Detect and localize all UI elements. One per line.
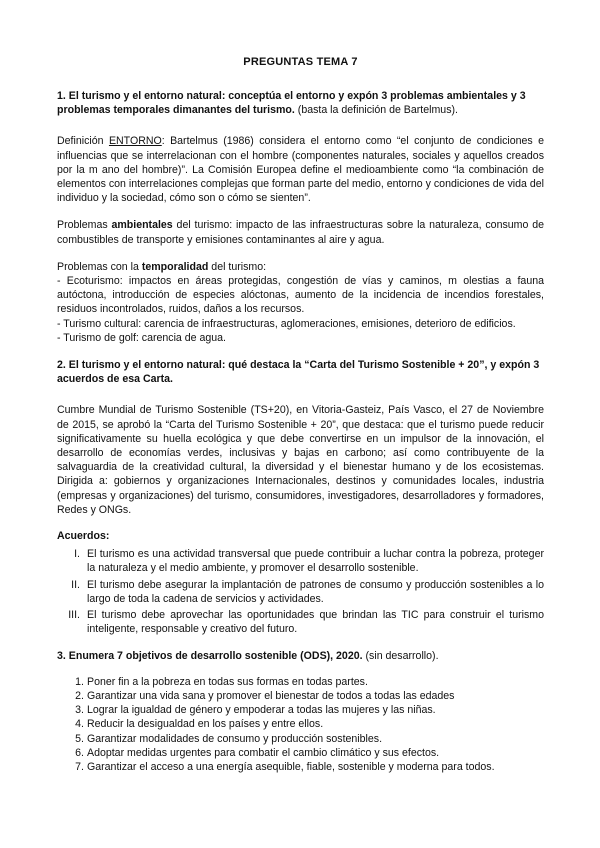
acuerdos-label: Acuerdos:: [57, 530, 110, 543]
temporal-problems-intro: [57, 260, 544, 274]
list-item: [57, 746, 544, 760]
temporal-item-cultural: - Turismo cultural: carencia de infraestructuras, aglomeraciones, emisiones, deterioro de edificios.: [57, 317, 516, 330]
list-item-number: III.: [68, 609, 80, 622]
list-item: [57, 675, 544, 689]
question-2-text: 2. El turismo y el entorno natural: qué destaca la “Carta del Turismo Sostenible + 20”, y expón 3 acuerdos de esa Carta.: [57, 359, 540, 386]
carta-description: Cumbre Mundial de Turismo Sostenible (TS+20), en Vitoria-Gasteiz, País Vasco, el 27 de Noviembre de 2015, se aprobó la “Carta del Turismo Sostenible + 20”, que destaca: que el turismo puede reducir significativamente su huella ecológica y que debe convertirse en un impulsor de la innovación, el desarrollo de economías verdes, inclusivas y bajas en carbono; así como contribuyente de la salvaguardia de la creatividad cultural, la diversidad y el bienestar humano y de los ecosistemas. Dirigida a: gobiernos y organizaciones Internacionales, destinos y comunidades locales, industria (empresas y organizaciones) del turismo, consumidores, investigadores, desarrolladores y formadores, Redes y ONGs.: [57, 404, 544, 516]
list-item-text: Poner fin a la pobreza en todas sus formas en todas partes.: [87, 675, 368, 688]
acuerdos-list: [57, 547, 544, 636]
list-item-text: Garantizar el acceso a una energía asequible, fiable, sostenible y moderna para todos.: [87, 760, 495, 773]
list-item-text: El turismo debe asegurar la implantación de patrones de consumo y producción sostenibles a lo largo de toda la cadena de servicios y actividades.: [87, 578, 544, 605]
env-problems-prefix: Problemas: [57, 219, 108, 232]
env-problems-text: del turismo: impacto de las infraestructuras sobre la naturaleza, consumo de combustibles de transporte y emisiones contaminantes al aire y agua.: [57, 219, 544, 246]
page-title: PREGUNTAS TEMA 7: [243, 56, 358, 68]
list-item-text: El turismo es una actividad transversal que puede contribuir a luchar contra la pobreza, proteger la naturaleza y el medio ambiente, y promover el desarrollo sostenible.: [87, 548, 544, 575]
list-item: [57, 547, 544, 575]
list-item-number: 2.: [75, 689, 84, 702]
definition-label: Definición: [57, 135, 104, 148]
list-item-text: Lograr la igualdad de género y empoderar a todas las mujeres y las niñas.: [87, 704, 436, 717]
question-1-text: 1. El turismo y el entorno natural: conceptúa el entorno y expón 3 problemas ambientales y 3 problemas temporales dimanantes del turismo.: [57, 90, 526, 117]
list-item: [57, 689, 544, 703]
question-3-note: (sin desarrollo).: [365, 649, 439, 662]
question-1-note: (basta la definición de Bartelmus).: [297, 104, 458, 117]
list-item-text: El turismo debe aprovechar las oportunidades que brindan las TIC para construir el turismo inteligente, responsable y creativo del futuro.: [87, 609, 544, 636]
list-item: [57, 732, 544, 746]
question-2-heading: [57, 358, 544, 386]
list-item-text: Adoptar medidas urgentes para combatir el cambio climático y sus efectos.: [87, 746, 440, 759]
question-1-heading: [57, 89, 544, 117]
list-item-number: 4.: [75, 718, 84, 731]
list-item-number: 5.: [75, 732, 84, 745]
list-item-text: Garantizar una vida sana y promover el bienestar de todos a todas las edades: [87, 689, 455, 702]
list-item-number: II.: [71, 578, 80, 591]
definition-term: ENTORNO: [108, 135, 162, 148]
list-item-number: I.: [74, 548, 80, 561]
environmental-problems: [57, 218, 544, 246]
temporal-keyword: temporalidad: [141, 260, 209, 273]
temporal-item-golf: - Turismo de golf: carencia de agua.: [57, 331, 227, 344]
list-item: [57, 760, 544, 774]
temporal-item-ecoturismo: - Ecoturismo: impactos en áreas protegidas, congestión de vías y caminos, m olestias a fauna autóctona, introducción de especies alóctonas, aumento de la incidencia de incendios forestales, residuos incontrolados, ruidos, daños a los recursos.: [57, 275, 544, 316]
question-3-heading: [57, 649, 544, 663]
list-item-number: 1.: [75, 675, 84, 688]
list-item: [57, 608, 544, 636]
list-item: [57, 703, 544, 717]
list-item: [57, 717, 544, 731]
env-problems-keyword: ambientales: [111, 219, 173, 232]
list-item-number: 7.: [75, 760, 84, 773]
ods-list: [57, 675, 544, 774]
temporal-prefix: Problemas con la: [57, 260, 139, 273]
definition-text: : Bartelmus (1986) considera el entorno como “el conjunto de condiciones e influencias que se interrelacionan con el hombre (componentes naturales, sociales y aquellos creados por la m ano del hombre)”. La Comisión Europea define el medioambiente como “la combinación de elementos con interrelaciones complejas que forman parte del medio, entorno y condiciones de vida del individuo y la sociedad, cómo son o cómo se sienten”.: [57, 135, 545, 205]
list-item-number: 3.: [75, 704, 84, 717]
list-item-text: Garantizar modalidades de consumo y producción sostenibles.: [87, 732, 383, 745]
question-3-text: 3. Enumera 7 objetivos de desarrollo sostenible (ODS), 2020.: [57, 649, 363, 662]
temporal-suffix: del turismo:: [211, 260, 267, 273]
entorno-definition: [57, 134, 544, 205]
list-item: [57, 578, 544, 606]
list-item-text: Reducir la desigualdad en los países y entre ellos.: [87, 718, 324, 731]
list-item-number: 6.: [75, 746, 84, 759]
